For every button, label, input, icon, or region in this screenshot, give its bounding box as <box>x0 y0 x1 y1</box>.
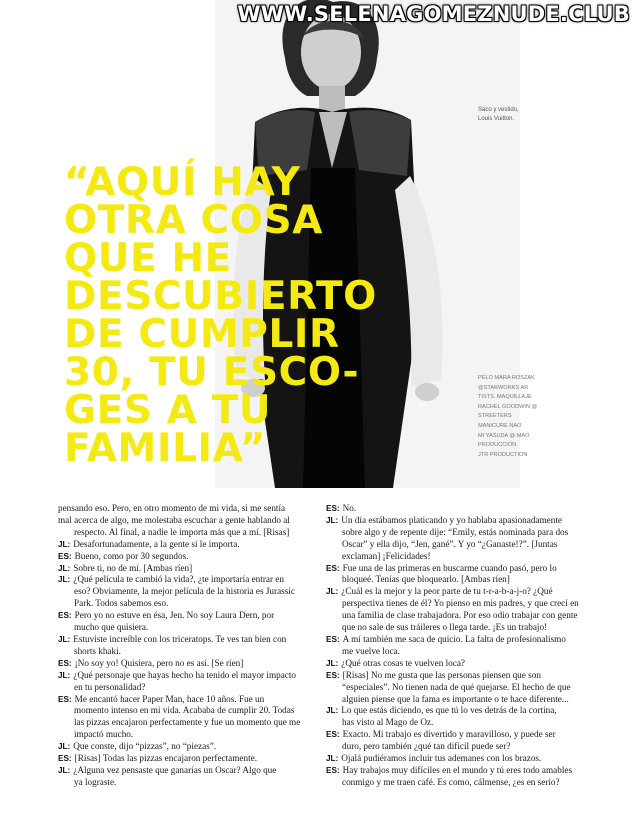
interview-text: eso? Obviamente, la mejor película de la historia es Jurassic <box>74 586 295 597</box>
speaker-label: JL: <box>326 754 339 764</box>
interview-text: conmigo y me traen café. Es como, cálmense, ¿es en serio? <box>342 776 560 787</box>
speaker-label: ES: <box>326 730 340 740</box>
interview-line <box>326 574 571 586</box>
pull-quote-line: OTRA COSA <box>64 198 323 243</box>
speaker-label: ES: <box>326 765 340 775</box>
interview-text: A mí también me saca de quicio. La falta de profesionalismo <box>342 633 566 644</box>
interview-text: pensando eso. Pero, en otro momento de mi vida, si me sentía <box>58 503 286 513</box>
interview-line <box>58 646 303 658</box>
credit-line: TISTS. MAQUILLAJE <box>478 394 532 401</box>
interview-line <box>58 551 303 563</box>
interview-text: me vuelve loca. <box>342 645 400 656</box>
interview-line <box>326 717 571 729</box>
caption-line: Louis Vuitton. <box>478 116 515 122</box>
interview-text: No. <box>342 503 357 513</box>
pull-quote-line: DESCUBIERTO <box>64 274 377 319</box>
interview-text: ¿Cuál es la mejor y la peor parte de tu t-r-a-b-a-j-o? ¿Qué <box>341 586 553 597</box>
pull-quote-line: GES A TU <box>64 388 272 433</box>
interview-left-column <box>58 503 303 789</box>
interview-text: bloqueé. Tenías que bloquearlo. [Ambas ríen] <box>342 574 510 585</box>
interview-line <box>326 586 571 598</box>
interview-text: ¡No soy yo! Quisiera, pero no es así. [Se ríen] <box>74 657 244 668</box>
interview-line <box>326 646 571 658</box>
speaker-label: JL: <box>58 742 71 752</box>
speaker-label: JL: <box>58 563 71 573</box>
pull-quote-line: QUE HE <box>64 236 232 281</box>
credit-line: PELO MARA ROSZAK <box>478 375 535 381</box>
speaker-label: JL: <box>58 634 71 644</box>
photo-caption <box>478 106 558 124</box>
interview-text: exclaman] ¡Felicidades! <box>342 550 431 561</box>
interview-text: alguien piense que la fama es importante o te hace diferente... <box>342 693 569 704</box>
interview-line <box>326 515 571 527</box>
interview-line <box>58 670 303 682</box>
interview-text: ¿Qué película te cambió la vida?, ¿te importaría entrar en <box>73 574 284 585</box>
interview-text: ¿Alguna vez pensaste que ganarías un Oscar? Algo que <box>73 764 277 775</box>
interview-line <box>58 753 303 765</box>
interview-text: Hay trabajos muy difíciles en el mundo y tú eres todo amables <box>342 764 573 775</box>
photo-credits <box>478 374 556 460</box>
interview-text: Park. Todos sabemos eso. <box>74 598 169 609</box>
interview-text: Oscar” y ella dijo, “Jen, gané”. Y yo “¿Ganaste!?”. [Juntas <box>342 538 558 549</box>
speaker-label: ES: <box>58 658 72 668</box>
interview-text: una familia de clase trabajadora. Por eso odio trabajar con gente <box>342 610 578 621</box>
speaker-label: JL: <box>58 765 71 775</box>
interview-text: Desafortunadamente, a la gente sí le importa. <box>73 538 240 549</box>
interview-line <box>326 622 571 634</box>
interview-line <box>326 539 571 551</box>
interview-line <box>58 610 303 622</box>
interview-text: mucho que quisiera. <box>74 622 149 633</box>
interview-line <box>326 682 571 694</box>
speaker-label: JL: <box>58 670 71 680</box>
interview-text: Pero yo no estuve en ésa, Jen. No soy Laura Dern, por <box>74 610 275 621</box>
interview-line <box>58 598 303 610</box>
interview-line <box>326 705 571 717</box>
interview-line <box>58 574 303 586</box>
credit-line: JTR PRODUCTION <box>478 451 528 458</box>
interview-text: que no sale de sus tráileres o llega tarde. ¡Es un trabajo! <box>342 622 548 633</box>
interview-text: Ojalá pudiéramos incluir tus ademanes con los brazos. <box>341 753 542 764</box>
interview-line <box>58 658 303 670</box>
speaker-label: JL: <box>58 575 71 585</box>
interview-text: has visto al Mago de Oz. <box>342 717 434 728</box>
interview-line <box>58 682 303 694</box>
interview-line <box>326 694 571 706</box>
interview-line <box>58 705 303 717</box>
interview-line <box>58 622 303 634</box>
speaker-label: ES: <box>326 634 340 644</box>
pull-quote-line: “AQUÍ HAY <box>64 160 301 205</box>
speaker-label: JL: <box>326 706 339 716</box>
interview-line <box>326 551 571 563</box>
watermark-text: WWW.SELENAGOMEZNUDE.CLUB <box>237 2 630 26</box>
speaker-label: ES: <box>58 551 72 561</box>
speaker-label: ES: <box>326 504 340 513</box>
interview-line <box>58 729 303 741</box>
interview-line <box>326 765 571 777</box>
interview-line <box>326 634 571 646</box>
pull-quote-line: DE CUMPLIR <box>64 312 340 357</box>
interview-text: “especiales”. No tienen nada de qué quejarse. El hecho de que <box>342 681 571 692</box>
credit-line: RACHEL GOODWIN @ <box>478 403 538 410</box>
interview-text: duro, pero también ¿qué tan difícil puede ser? <box>342 741 511 752</box>
interview-line <box>58 515 303 527</box>
interview-text: Un día estábamos platicando y yo hablaba apasionadamente <box>341 514 562 525</box>
interview-text: Estuviste increíble con los triceratops. Te ves tan bien con <box>73 633 287 644</box>
interview-text: shorts khaki. <box>74 645 121 656</box>
interview-text: Fue una de las primeras en buscarme cuando pasó, pero lo <box>342 562 557 573</box>
interview-text: sobre algo y de repente dije: “Emily, estás nominada para dos <box>342 526 569 537</box>
interview-text: en tu personalidad? <box>74 681 146 692</box>
interview-text: Que conste, dijo “pizzas”, no “piezas”. <box>73 741 217 752</box>
interview-text: respecto. Al final, a nadie le importa más que a mí. [Risas] <box>74 526 290 537</box>
interview-text: Lo que estás diciendo, es que tú lo ves detrás de la cortina, <box>341 705 557 716</box>
speaker-label: ES: <box>58 611 72 621</box>
interview-text: ¿Qué personaje que hayas hecho ha tenido el mayor impacto <box>73 669 296 680</box>
interview-text: ¿Qué otras cosas te vuelven loca? <box>341 657 466 668</box>
credit-line: MI YASUDA @ MAO <box>478 432 530 439</box>
interview-line <box>326 598 579 610</box>
interview-line <box>58 634 303 646</box>
interview-text: mal acerca de algo, me molestaba escuchar a gente hablando al <box>58 514 290 525</box>
credit-line: @STARWORKS AR <box>478 384 529 391</box>
speaker-label: JL: <box>326 587 339 597</box>
interview-line <box>326 741 571 753</box>
interview-text: Sobre ti, no de mí. [Ambas ríen] <box>73 562 193 573</box>
interview-text: ya lograste. <box>74 776 117 787</box>
speaker-label: ES: <box>58 694 72 704</box>
pull-quote-line: 30, TU ESCO- <box>64 350 360 395</box>
interview-text: las pizzas encajaron perfectamente y fue un momento que me <box>74 717 301 728</box>
interview-text: [Risas] Todas las pizzas encajaron perfectamente. <box>74 753 258 764</box>
interview-text: perspectiva tienes de él? Yo pienso en mis padres, y que crecí en <box>342 598 579 609</box>
interview-text: Bueno, como por 30 segundos. <box>74 550 189 561</box>
speaker-label: JL: <box>58 539 71 549</box>
interview-text: Me encantó hacer Paper Man, hace 10 años. Fue un <box>74 693 265 704</box>
interview-line <box>326 658 571 670</box>
caption-line: Saco y vestido, <box>478 107 519 113</box>
pull-quote-line: FAMILIA” <box>64 426 267 471</box>
interview-line <box>326 503 571 515</box>
interview-line <box>58 717 303 729</box>
pull-quote <box>64 160 377 471</box>
interview-line <box>58 741 303 753</box>
interview-line <box>58 539 303 551</box>
speaker-label: ES: <box>326 670 340 680</box>
interview-line <box>58 503 303 515</box>
interview-line <box>326 610 578 622</box>
speaker-label: ES: <box>326 563 340 573</box>
interview-line <box>58 586 303 598</box>
interview-line <box>58 777 303 789</box>
credit-line: STREETERS <box>478 413 512 420</box>
interview-line <box>326 670 571 682</box>
interview-line <box>326 753 571 765</box>
speaker-label: JL: <box>326 515 339 525</box>
interview-text: Exacto. Mi trabajo es divertido y maravilloso, y puede ser <box>342 729 556 740</box>
interview-text: [Risas] No me gusta que las personas piensen que son <box>342 669 541 680</box>
interview-line <box>58 765 303 777</box>
interview-line <box>58 527 303 539</box>
interview-text: momento intenso en mi vida. Acababa de cumplir 20. Todas <box>74 705 295 716</box>
interview-line <box>326 563 571 575</box>
interview-line <box>326 729 571 741</box>
interview-right-column <box>326 503 579 789</box>
interview-line <box>326 777 571 789</box>
interview-line <box>58 694 303 706</box>
speaker-label: JL: <box>326 658 339 668</box>
credit-line: PRODUCCIÓN <box>478 442 517 449</box>
interview-text: impactó mucho. <box>74 729 134 740</box>
speaker-label: ES: <box>58 754 72 764</box>
interview-line <box>58 563 303 575</box>
interview-line <box>326 527 571 539</box>
credit-line: MANICURE NAO <box>478 422 522 429</box>
